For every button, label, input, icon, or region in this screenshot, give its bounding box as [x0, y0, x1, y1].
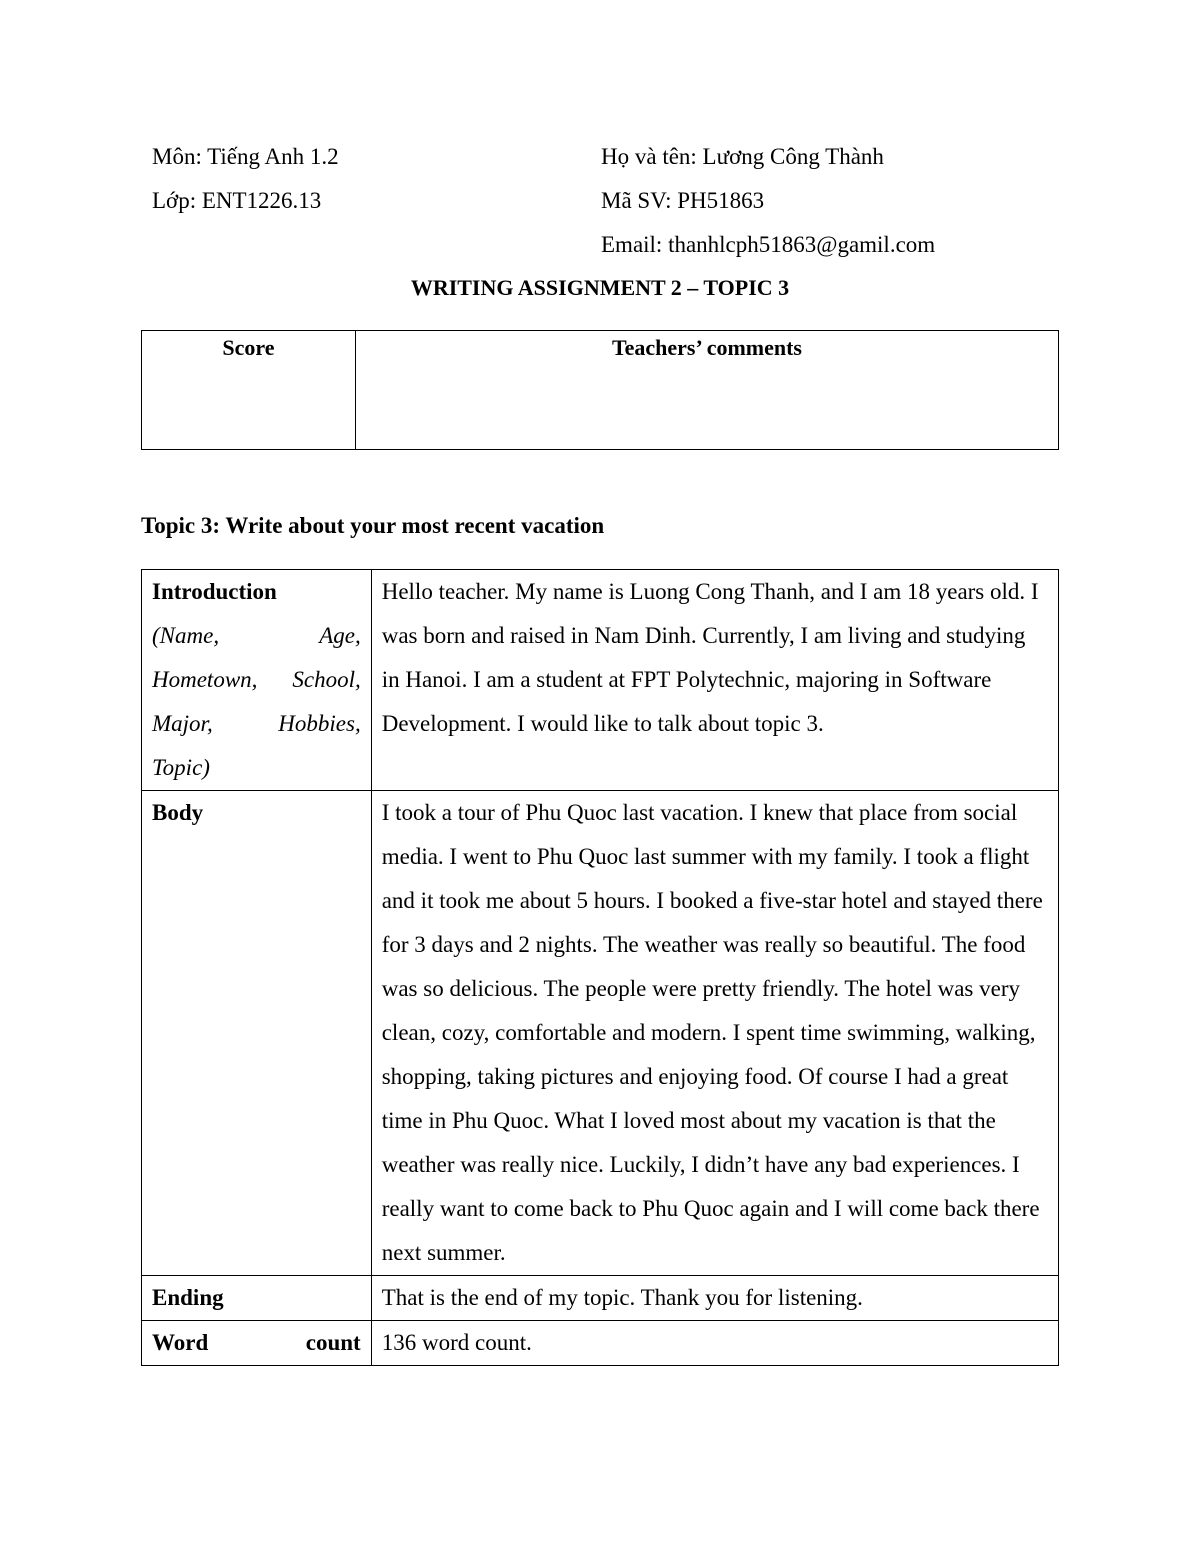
comments-header: Teachers’ comments	[611, 335, 802, 360]
subject-label: Môn: Tiếng Anh 1.2	[152, 144, 339, 169]
ending-row	[142, 1276, 1059, 1321]
introduction-label-cell	[142, 570, 372, 791]
score-header: Score	[222, 335, 275, 360]
word-count-row	[142, 1321, 1059, 1366]
word-count-label	[152, 1321, 361, 1365]
body-row	[142, 791, 1059, 1276]
word-count-label-word: Word	[152, 1330, 209, 1355]
introduction-hint-line: Topic)	[152, 755, 210, 780]
word-count-label-cell	[142, 1321, 372, 1366]
class-label: Lớp: ENT1226.13	[152, 188, 322, 213]
introduction-text: Hello teacher. My name is Luong Cong Thanh, and I am 18 years old. I was born and raised in Nam Dinh. Currently, I am living and studying in Hanoi. I am a student at FPT Polytechnic, majoring in Software Development. I would like to talk about topic 3.	[371, 570, 1058, 791]
student-id-label: Mã SV: PH51863	[601, 188, 765, 213]
score-table	[141, 330, 1059, 450]
introduction-hint-line: Major, Hobbies,	[152, 711, 361, 736]
body-text: I took a tour of Phu Quoc last vacation. I knew that place from social media. I went to Phu Quoc last summer with my family. I took a flight and it took me about 5 hours. I booked a five-star hotel and stayed there for 3 days and 2 nights. The weather was really so beautiful. The food was so delicious. The people were pretty friendly. The hotel was very clean, cozy, comfortable and modern. I spent time swimming, walking, shopping, taking pictures and enjoying food. Of course I had a great time in Phu Quoc. What I loved most about my vacation is that the weather was really nice. Luckily, I didn’t have any bad experiences. I really want to come back to Phu Quoc again and I will come back there next summer.	[371, 791, 1058, 1276]
word-count-text: 136 word count.	[371, 1321, 1058, 1366]
assignment-title: WRITING ASSIGNMENT 2 – TOPIC 3	[410, 275, 790, 300]
introduction-row	[142, 570, 1059, 791]
body-label: Body	[152, 800, 204, 825]
introduction-label: Introduction	[152, 579, 277, 604]
ending-label: Ending	[152, 1285, 224, 1310]
score-header-cell	[142, 331, 356, 450]
ending-label-cell	[142, 1276, 372, 1321]
email-label: Email: thanhlcph51863@gamil.com	[601, 232, 936, 257]
student-name-label: Họ và tên: Lương Công Thành	[601, 144, 884, 169]
introduction-hint-line: Hometown, School,	[152, 667, 361, 692]
body-label-cell	[142, 791, 372, 1276]
topic-heading: Topic 3: Write about your most recent vacation	[141, 513, 605, 538]
word-count-label-count: count	[305, 1330, 361, 1355]
introduction-hint-line: (Name, Age,	[152, 623, 361, 648]
comments-header-cell	[356, 331, 1059, 450]
ending-text: That is the end of my topic. Thank you for listening.	[371, 1276, 1058, 1321]
essay-table	[141, 569, 1059, 1366]
